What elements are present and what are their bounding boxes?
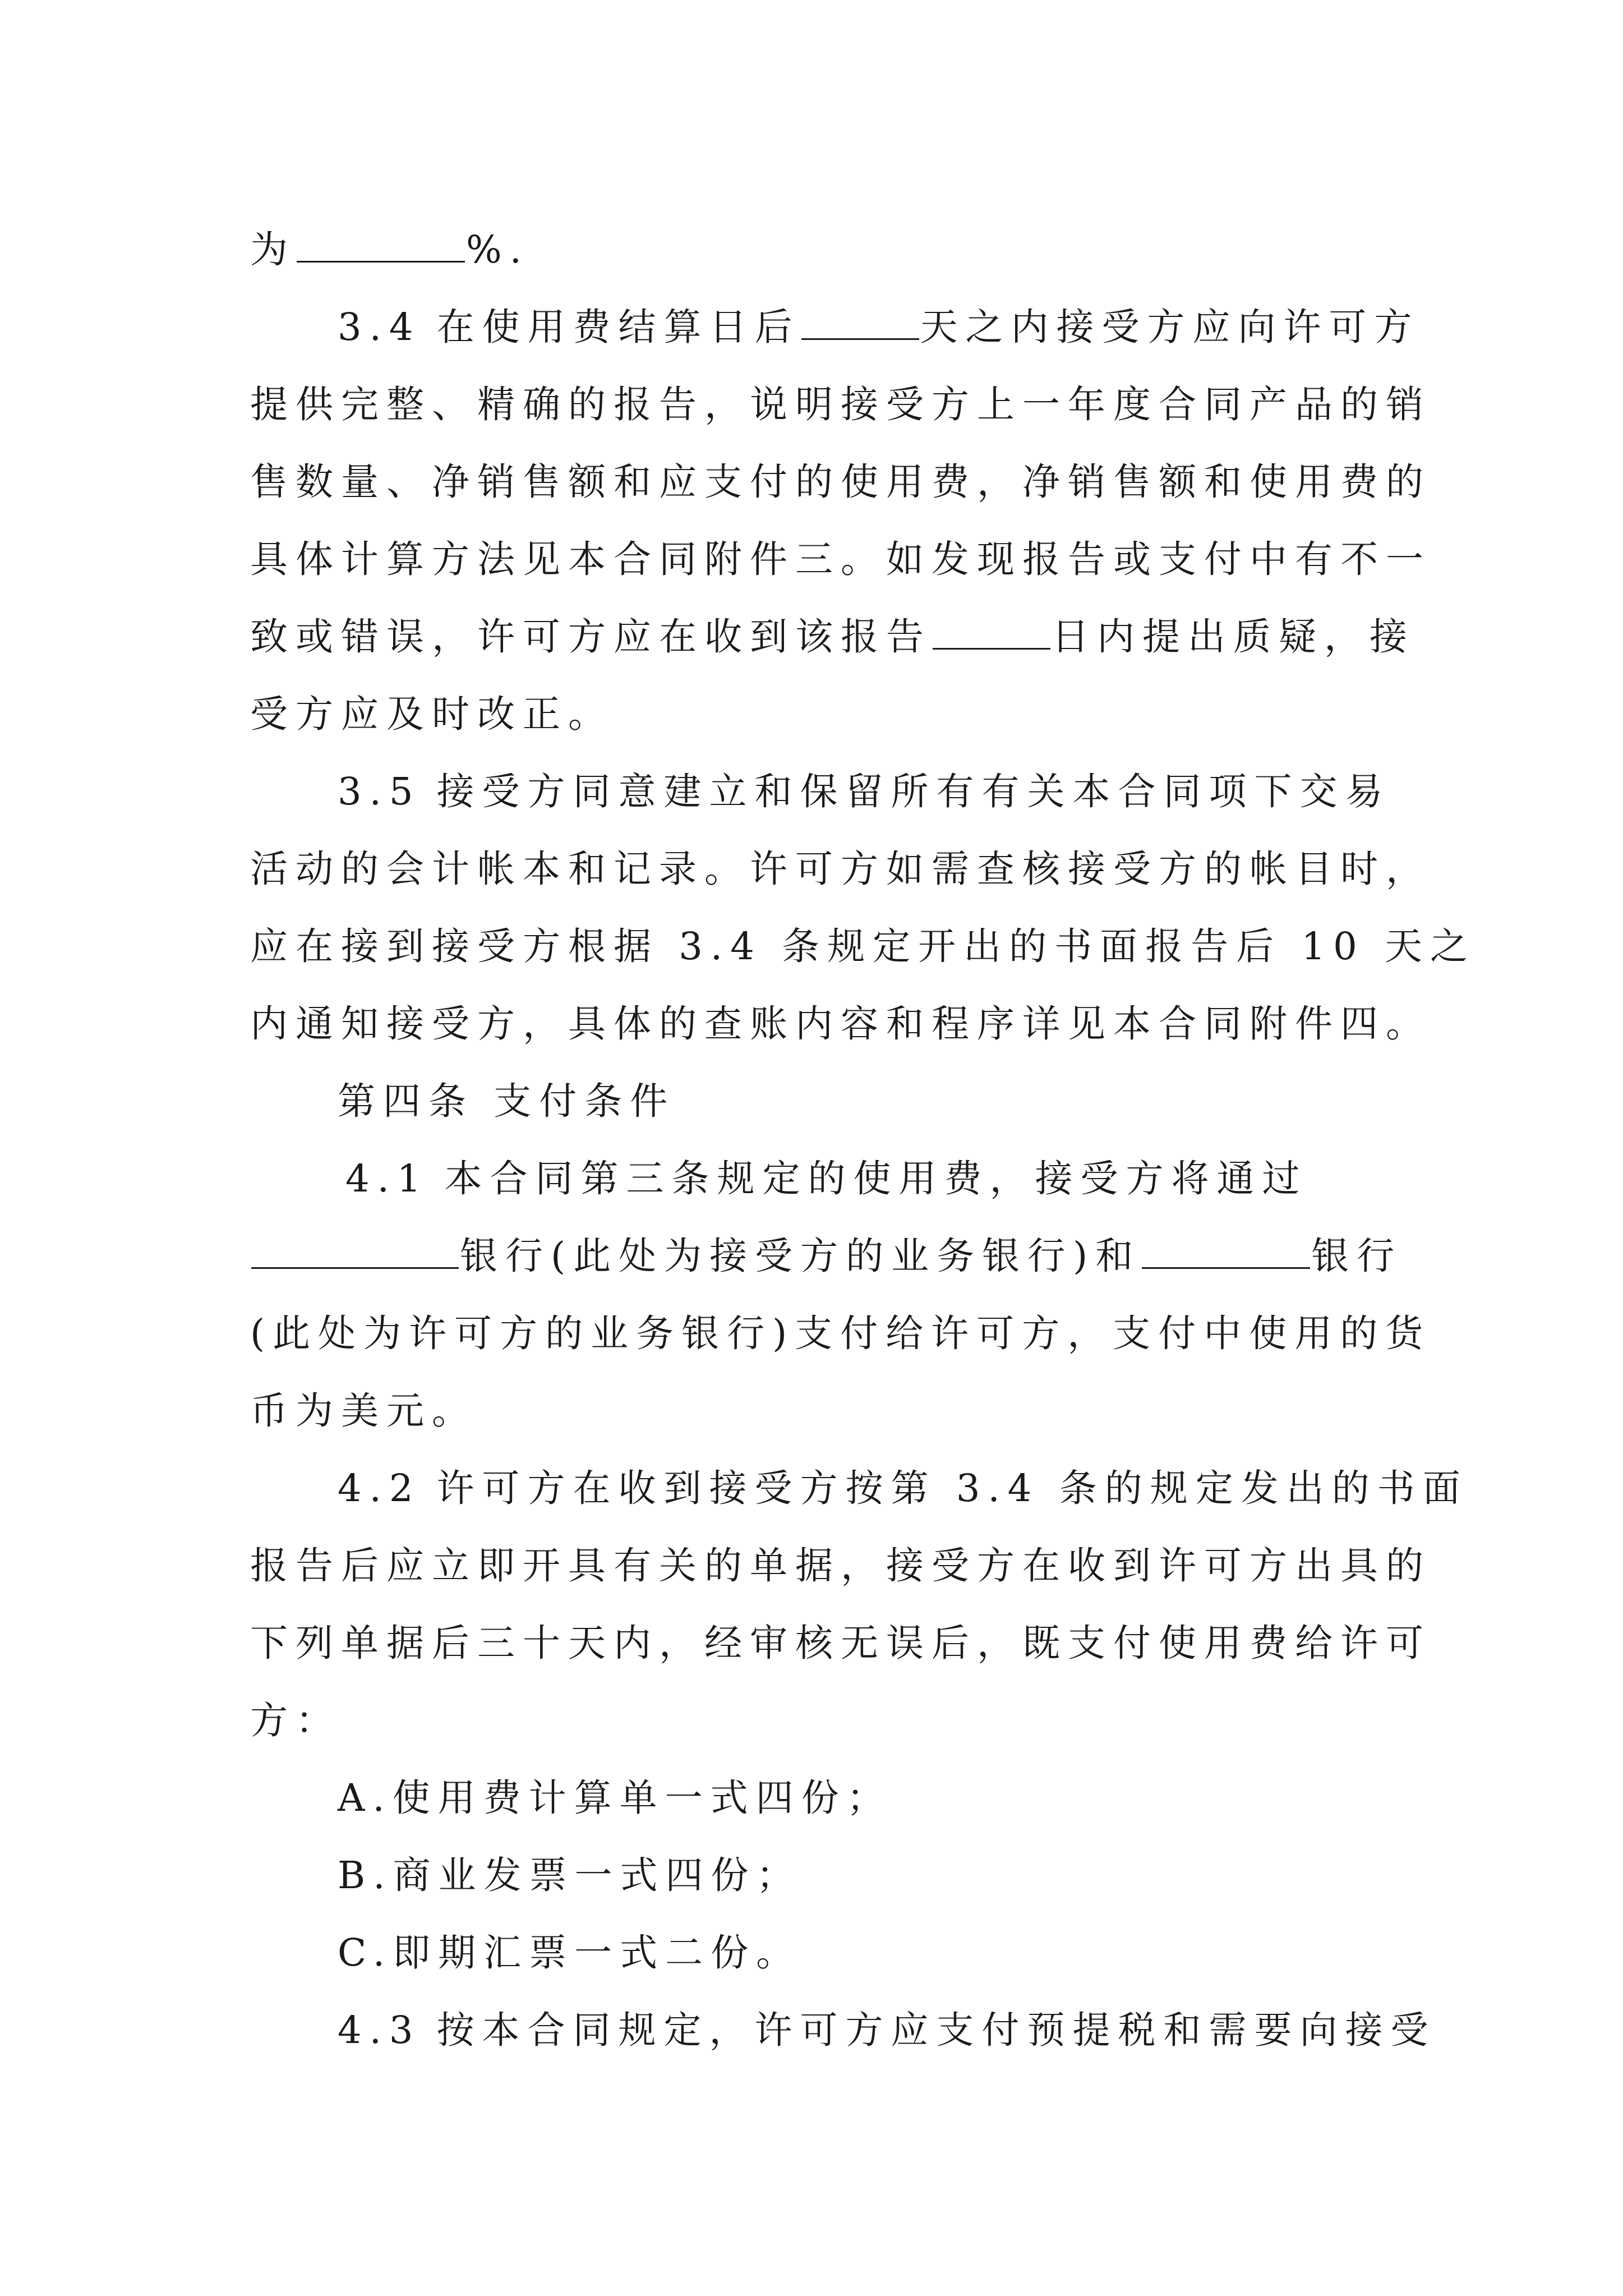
clause-number: 4.2 [338, 1466, 421, 1510]
contract-text-body [250, 211, 1476, 2069]
text-fragment: 天之内接受方应向许可方 [920, 305, 1420, 349]
text-line [250, 366, 1431, 443]
text-fragment: C.即期汇票一式二份。 [338, 1931, 802, 1975]
text-fragment: 为 [250, 228, 296, 272]
text-line [250, 908, 1476, 985]
clause-4-2-first-line [250, 1450, 1468, 1527]
text-line [250, 830, 1431, 908]
text-line [250, 1604, 1431, 1682]
text-line [250, 1682, 1400, 1759]
text-line [250, 1527, 1431, 1604]
text-fragment: 报告后应立即开具有关的单据，接受方在收到许可方出具的 [250, 1544, 1431, 1588]
text-fragment: 具体计算方法见本合同附件三。如发现报告或支付中有不一 [250, 537, 1431, 581]
text-fragment: 第四条 支付条件 [338, 1079, 676, 1123]
text-fragment: 按本合同规定，许可方应支付预提税和需要向接受 [436, 2008, 1436, 2052]
clause-3-5-first-line [250, 753, 1400, 830]
text-line [250, 598, 1415, 675]
list-item-b [250, 1837, 1400, 1914]
clause-4-1-first-line [250, 1140, 1400, 1217]
text-fragment: 银行 [1311, 1234, 1403, 1278]
text-fragment: 提供完整、精确的报告，说明接受方上一年度合同产品的销 [250, 383, 1431, 426]
text-fragment: 受方应及时改正。 [250, 692, 614, 736]
clause-number: 4.1 [345, 1157, 429, 1200]
text-fragment: 许可方在收到接受方按第 3.4 条的规定发出的书面 [436, 1466, 1468, 1510]
clause-number: 3.5 [338, 770, 421, 813]
text-line [250, 1217, 1403, 1295]
text-fragment: 日内提出质疑，接 [1052, 615, 1415, 659]
text-fragment: 币为美元。 [250, 1389, 477, 1433]
text-fragment: A.使用费计算单一式四份； [338, 1776, 892, 1820]
fill-in-blank [1142, 1238, 1310, 1269]
article-4-heading [250, 1062, 1400, 1140]
text-line [250, 985, 1431, 1062]
text-line [250, 443, 1431, 521]
clause-3-4-first-line [250, 288, 1420, 366]
text-fragment: 下列单据后三十天内，经审核无误后，既支付使用费给许可 [250, 1621, 1431, 1665]
fill-in-blank [801, 309, 919, 340]
list-item-c [250, 1914, 1400, 1991]
text-fragment: B.商业发票一式四份； [338, 1853, 802, 1897]
text-fragment: 接受方同意建立和保留所有有关本合同项下交易 [436, 770, 1391, 813]
text-fragment: (此处为许可方的业务银行)支付给许可方，支付中使用的货 [250, 1312, 1431, 1355]
text-fragment: %. [466, 228, 529, 272]
text-fragment: 应在接到接受方根据 3.4 条规定开出的书面报告后 10 天之 [250, 924, 1476, 968]
text-fragment: 本合同第三条规定的使用费，接受方将通过 [444, 1157, 1308, 1200]
clause-4-3-first-line [250, 1991, 1436, 2069]
text-fragment: 活动的会计帐本和记录。许可方如需查核接受方的帐目时， [250, 847, 1431, 891]
fill-in-blank [933, 619, 1050, 650]
clause-number: 3.4 [338, 305, 421, 349]
list-item-a [250, 1759, 1400, 1837]
text-line [250, 1295, 1431, 1372]
text-fragment: 内通知接受方，具体的查账内容和程序详见本合同附件四。 [250, 1002, 1431, 1046]
clause-number: 4.3 [338, 2008, 421, 2052]
text-fragment: 致或错误，许可方应在收到该报告 [250, 615, 932, 659]
text-fragment: 售数量、净销售额和应支付的使用费，净销售额和使用费的 [250, 460, 1431, 504]
text-line [250, 1372, 1400, 1450]
text-line [250, 211, 1400, 288]
fill-in-blank [297, 232, 465, 263]
text-line [250, 675, 1400, 753]
text-line [250, 521, 1431, 598]
text-fragment: 方： [250, 1699, 341, 1742]
text-fragment: 在使用费结算日后 [436, 305, 800, 349]
text-fragment: 银行(此处为接受方的业务银行)和 [460, 1234, 1141, 1278]
fill-in-blank [251, 1238, 459, 1269]
